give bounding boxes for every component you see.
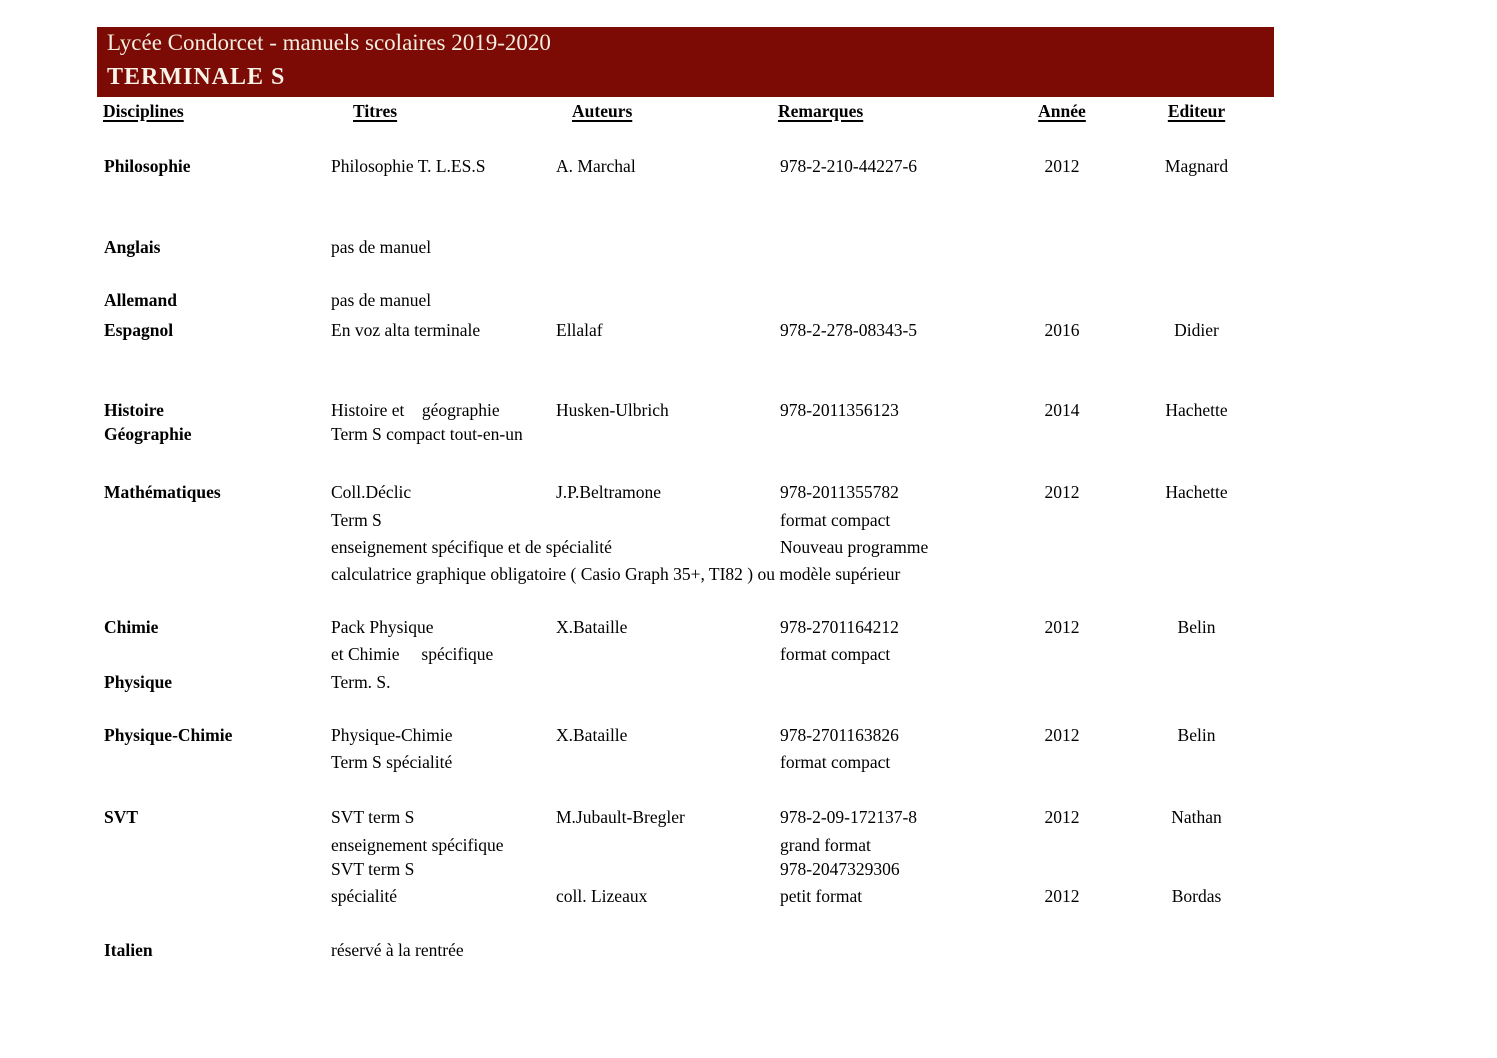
table-line bbox=[0, 561, 1497, 587]
remark-cell: grand format bbox=[780, 835, 871, 855]
title-cell: Physique-Chimie bbox=[331, 725, 453, 745]
publisher-cell: Hachette bbox=[1165, 482, 1228, 502]
remark-cell: Nouveau programme bbox=[780, 537, 929, 557]
column-header-disciplines: Disciplines bbox=[103, 101, 184, 121]
year-cell: 2012 bbox=[1044, 725, 1080, 745]
discipline-cell: Espagnol bbox=[104, 320, 174, 340]
discipline-cell: Philosophie bbox=[104, 156, 191, 176]
author-cell: Ellalaf bbox=[556, 320, 603, 340]
remark-cell: petit format bbox=[780, 886, 863, 906]
title-cell: Term S compact tout-en-un bbox=[331, 424, 523, 444]
year-cell: 2016 bbox=[1044, 320, 1080, 340]
discipline-cell: Physique-Chimie bbox=[104, 725, 233, 745]
remark-cell: 978-2-278-08343-5 bbox=[780, 320, 918, 340]
discipline-cell: Géographie bbox=[104, 424, 192, 444]
table-line bbox=[0, 614, 1497, 640]
author-cell: Husken-Ulbrich bbox=[556, 400, 669, 420]
table-line bbox=[0, 234, 1497, 260]
publisher-cell: Hachette bbox=[1165, 400, 1228, 420]
column-header-remarques: Remarques bbox=[778, 101, 864, 121]
table-line bbox=[0, 937, 1497, 963]
title-cell: SVT term S bbox=[331, 807, 415, 827]
column-header-auteurs: Auteurs bbox=[572, 101, 633, 121]
author-cell: J.P.Beltramone bbox=[556, 482, 661, 502]
remark-cell: 978-2-09-172137-8 bbox=[780, 807, 918, 827]
document-subtitle: TERMINALE S bbox=[107, 64, 286, 90]
title-cell: Histoire et géographie bbox=[331, 400, 500, 420]
title-cell: enseignement spécifique bbox=[331, 835, 504, 855]
remark-cell: 978-2047329306 bbox=[780, 859, 900, 879]
title-cell: calculatrice graphique obligatoire ( Casio Graph 35+, TI82 ) ou modèle supérieur bbox=[331, 564, 901, 584]
title-cell: SVT term S bbox=[331, 859, 415, 879]
year-cell: 2012 bbox=[1044, 807, 1080, 827]
table-line bbox=[0, 317, 1497, 343]
table-line bbox=[0, 534, 1497, 560]
remark-cell: 978-2701163826 bbox=[780, 725, 899, 745]
author-cell: coll. Lizeaux bbox=[556, 886, 648, 906]
table-line bbox=[0, 507, 1497, 533]
column-header-editeur: Editeur bbox=[1167, 101, 1226, 121]
table-line bbox=[0, 804, 1497, 830]
discipline-cell: Mathématiques bbox=[104, 482, 221, 502]
year-cell: 2012 bbox=[1044, 482, 1080, 502]
publisher-cell: Belin bbox=[1177, 725, 1216, 745]
discipline-cell: Italien bbox=[104, 940, 153, 960]
publisher-cell: Nathan bbox=[1171, 807, 1222, 827]
remark-cell: 978-2701164212 bbox=[780, 617, 899, 637]
table-line bbox=[0, 397, 1497, 423]
year-cell: 2012 bbox=[1044, 886, 1080, 906]
discipline-cell: Physique bbox=[104, 672, 173, 692]
author-cell: A. Marchal bbox=[556, 156, 636, 176]
title-cell: spécialité bbox=[331, 886, 398, 906]
title-cell: Term S spécialité bbox=[331, 752, 453, 772]
discipline-cell: Histoire bbox=[104, 400, 164, 420]
remark-cell: format compact bbox=[780, 752, 891, 772]
author-cell: M.Jubault-Bregler bbox=[556, 807, 685, 827]
remark-cell: 978-2011356123 bbox=[780, 400, 899, 420]
table-line bbox=[0, 421, 1497, 447]
publisher-cell: Belin bbox=[1177, 617, 1216, 637]
title-cell: Coll.Déclic bbox=[331, 482, 412, 502]
title-cell: pas de manuel bbox=[331, 237, 432, 257]
title-cell: En voz alta terminale bbox=[331, 320, 481, 340]
document-title: Lycée Condorcet - manuels scolaires 2019-2020 bbox=[107, 30, 551, 55]
author-cell: X.Bataille bbox=[556, 725, 628, 745]
discipline-cell: Chimie bbox=[104, 617, 159, 637]
title-cell: Pack Physique bbox=[331, 617, 434, 637]
title-cell: enseignement spécifique et de spécialité bbox=[331, 537, 612, 557]
table-line bbox=[0, 749, 1497, 775]
discipline-cell: Anglais bbox=[104, 237, 161, 257]
table-line bbox=[0, 883, 1497, 909]
year-cell: 2014 bbox=[1044, 400, 1080, 420]
remark-cell: 978-2-210-44227-6 bbox=[780, 156, 918, 176]
table-line bbox=[0, 479, 1497, 505]
table-line bbox=[0, 641, 1497, 667]
publisher-cell: Bordas bbox=[1171, 886, 1222, 906]
table-line bbox=[0, 722, 1497, 748]
year-cell: 2012 bbox=[1044, 617, 1080, 637]
table-line bbox=[0, 287, 1497, 313]
remark-cell: format compact bbox=[780, 510, 891, 530]
remark-cell: 978-2011355782 bbox=[780, 482, 899, 502]
table-line bbox=[0, 669, 1497, 695]
publisher-cell: Magnard bbox=[1164, 156, 1229, 176]
author-cell: X.Bataille bbox=[556, 617, 628, 637]
publisher-cell: Didier bbox=[1174, 320, 1219, 340]
title-cell: Term S bbox=[331, 510, 382, 530]
title-cell: et Chimie spécifique bbox=[331, 644, 494, 664]
table-line bbox=[0, 832, 1497, 858]
title-cell: Term. S. bbox=[331, 672, 391, 692]
title-cell: réservé à la rentrée bbox=[331, 940, 464, 960]
remark-cell: format compact bbox=[780, 644, 891, 664]
table-line bbox=[0, 856, 1497, 882]
column-header-titres: Titres bbox=[353, 101, 398, 121]
column-header-annee: Année bbox=[1038, 101, 1086, 121]
header-band bbox=[97, 27, 1274, 97]
title-cell: Philosophie T. L.ES.S bbox=[331, 156, 486, 176]
table-line bbox=[0, 153, 1497, 179]
discipline-cell: SVT bbox=[104, 807, 139, 827]
discipline-cell: Allemand bbox=[104, 290, 177, 310]
year-cell: 2012 bbox=[1044, 156, 1080, 176]
title-cell: pas de manuel bbox=[331, 290, 432, 310]
